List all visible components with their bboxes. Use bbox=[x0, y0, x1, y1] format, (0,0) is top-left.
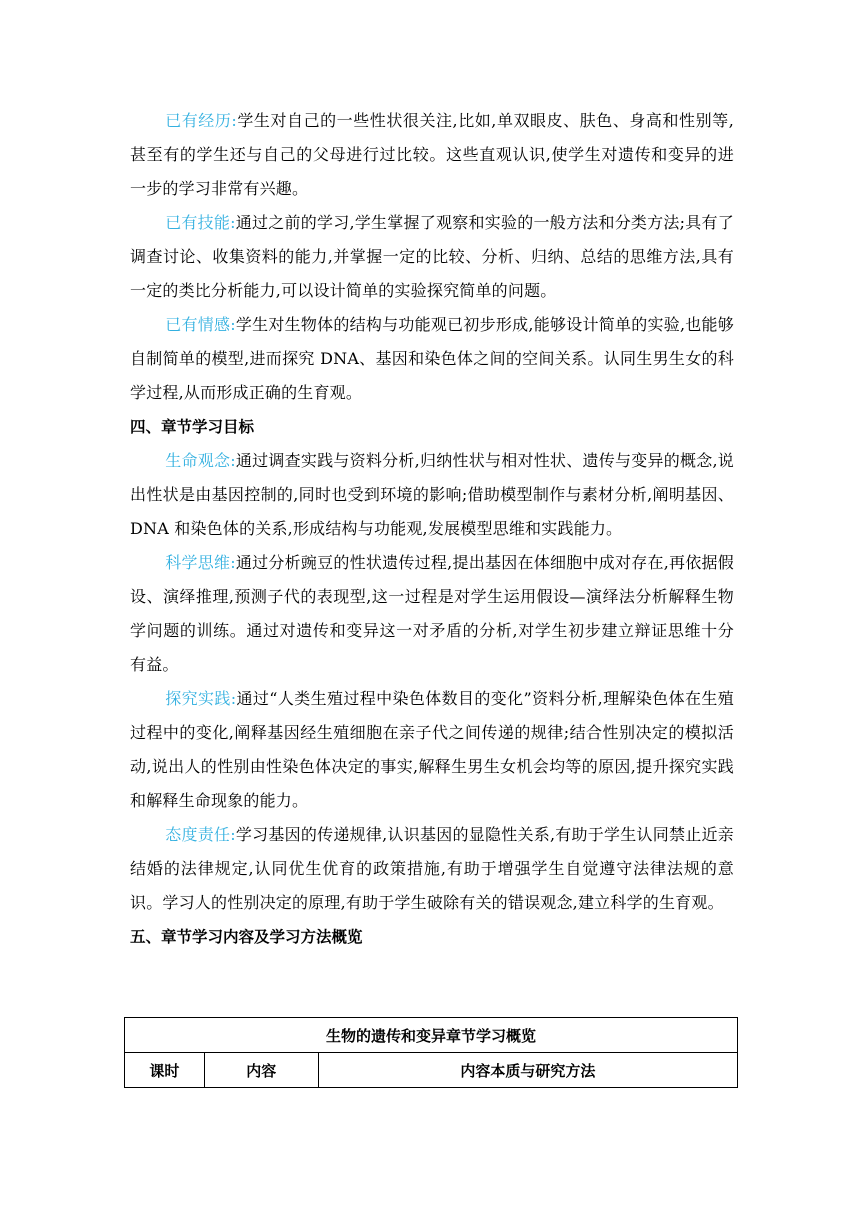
paragraph-text: 通过分析豌豆的性状遗传过程,提出基因在体细胞中成对存在,再依据假设、演绎推理,预测子代的表现型,这一过程是对学生运用假设—演绎法分析解释生物学问题的训练。通过对遗传和变异这一对矛盾的分析,对学生初步建立辩证思维十分有益。 bbox=[130, 553, 734, 674]
lead-label: 探究实践: bbox=[165, 689, 237, 708]
table-caption: 生物的遗传和变异章节学习概览 bbox=[125, 1018, 738, 1053]
overview-table-container bbox=[124, 1017, 738, 1088]
lead-label: 已有经历: bbox=[165, 111, 237, 130]
lead-label: 已有技能: bbox=[165, 213, 236, 232]
lead-label: 已有情感: bbox=[165, 315, 236, 334]
table-header-row bbox=[125, 1053, 738, 1088]
paragraph-text: 学生对生物体的结构与功能观已初步形成,能够设计简单的实验,也能够自制简单的模型,进而探究 DNA、基因和染色体之间的空间关系。认同生男生女的科学过程,从而形成正确的生育观。 bbox=[130, 315, 734, 402]
header-content: 内容 bbox=[204, 1053, 318, 1088]
paragraph-text: 学生对自己的一些性状很关注,比如,单双眼皮、肤色、身高和性别等,甚至有的学生还与自己的父母进行过比较。这些直观认识,使学生对遗传和变异的进一步的学习非常有兴趣。 bbox=[130, 111, 734, 198]
section-heading: 五、章节学习内容及学习方法概览 bbox=[130, 928, 363, 946]
paragraph-life-concept bbox=[130, 444, 734, 546]
paragraph-text: 通过调查实践与资料分析,归纳性状与相对性状、遗传与变异的概念,说出性状是由基因控制的,同时也受到环境的影响;借助模型制作与素材分析,阐明基因、DNA 和染色体的关系,形成结构与功能观,发展模型思维和实践能力。 bbox=[130, 451, 734, 538]
paragraph-skills bbox=[130, 206, 734, 308]
paragraph-scientific-thinking bbox=[130, 546, 734, 682]
lead-label: 生命观念: bbox=[165, 451, 236, 470]
document-body bbox=[130, 104, 734, 954]
paragraph-text: 学习基因的传递规律,认识基因的显隐性关系,有助于学生认同禁止近亲结婚的法律规定,认同优生优育的政策措施,有助于增强学生自觉遵守法律法规的意识。学习人的性别决定的原理,有助于学生破除有关的错误观念,建立科学的生育观。 bbox=[130, 825, 734, 912]
overview-table bbox=[124, 1017, 738, 1088]
paragraph-inquiry-practice bbox=[130, 682, 734, 818]
paragraph-attitude-responsibility bbox=[130, 818, 734, 920]
paragraph-experience bbox=[130, 104, 734, 206]
header-lesson: 课时 bbox=[125, 1053, 205, 1088]
lead-label: 科学思维: bbox=[165, 553, 236, 572]
paragraph-emotion bbox=[130, 308, 734, 410]
paragraph-text: 通过之前的学习,学生掌握了观察和实验的一般方法和分类方法;具有了调查讨论、收集资料的能力,并掌握一定的比较、分析、归纳、总结的思维方法,具有一定的类比分析能力,可以设计简单的实验探究简单的问题。 bbox=[130, 213, 734, 300]
lead-label: 态度责任: bbox=[165, 825, 236, 844]
paragraph-text: 通过“人类生殖过程中染色体数目的变化”资料分析,理解染色体在生殖过程中的变化,阐释基因经生殖细胞在亲子代之间传递的规律;结合性别决定的模拟活动,说出人的性别由性染色体决定的事实,解释生男生女机会均等的原因,提升探究实践和解释生命现象的能力。 bbox=[130, 689, 734, 810]
header-essence-method: 内容本质与研究方法 bbox=[318, 1053, 737, 1088]
section-heading: 四、章节学习目标 bbox=[130, 418, 255, 436]
